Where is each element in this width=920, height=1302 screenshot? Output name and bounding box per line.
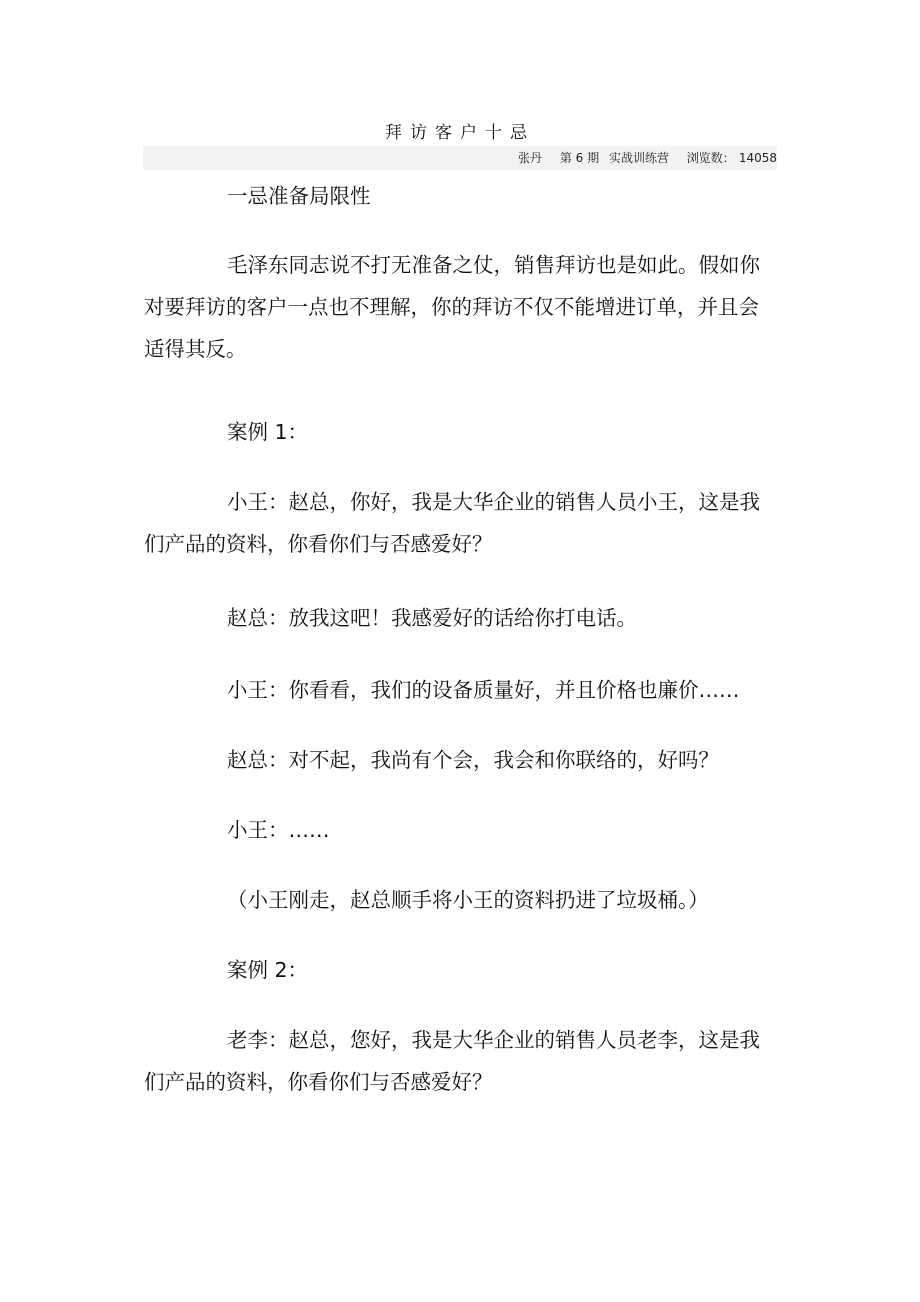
dialogue-line: 老李：赵总，您好，我是大华企业的销售人员老李，这是我们产品的资料，你看你们与否感爱好？	[144, 1028, 760, 1094]
case-label: 案例 2：	[227, 958, 309, 982]
author: 张丹	[518, 151, 543, 165]
article-meta-bar	[143, 146, 777, 170]
views-count: 14058	[738, 151, 777, 165]
page-title: 拜访客户十忌	[385, 123, 535, 143]
paragraph: 毛泽东同志说不打无准备之仗，销售拜访也是如此。假如你对要拜访的客户一点也不理解，你的拜访不仅不能增进订单，并且会适得其反。	[144, 253, 760, 361]
dialogue-line: 赵总：放我这吧！我感爱好的话给你打电话。	[227, 606, 637, 630]
column: 实战训练营	[608, 151, 669, 165]
dialogue-line: 小王：你看看，我们的设备质量好，并且价格也廉价……	[227, 678, 740, 702]
case-label: 案例 1：	[227, 420, 309, 444]
dialogue-line: 赵总：对不起，我尚有个会，我会和你联络的，好吗？	[227, 748, 719, 772]
dialogue-line: 小王：……	[227, 818, 330, 842]
views-label: 浏览数：	[686, 151, 735, 165]
section-heading: 一忌准备局限性	[227, 184, 371, 208]
issue: 第 6 期	[559, 151, 600, 165]
dialogue-line: 小王：赵总，你好，我是大华企业的销售人员小王，这是我们产品的资料，你看你们与否感爱好？	[144, 490, 760, 556]
narration: （小王刚走，赵总顺手将小王的资料扔进了垃圾桶。）	[227, 888, 709, 912]
